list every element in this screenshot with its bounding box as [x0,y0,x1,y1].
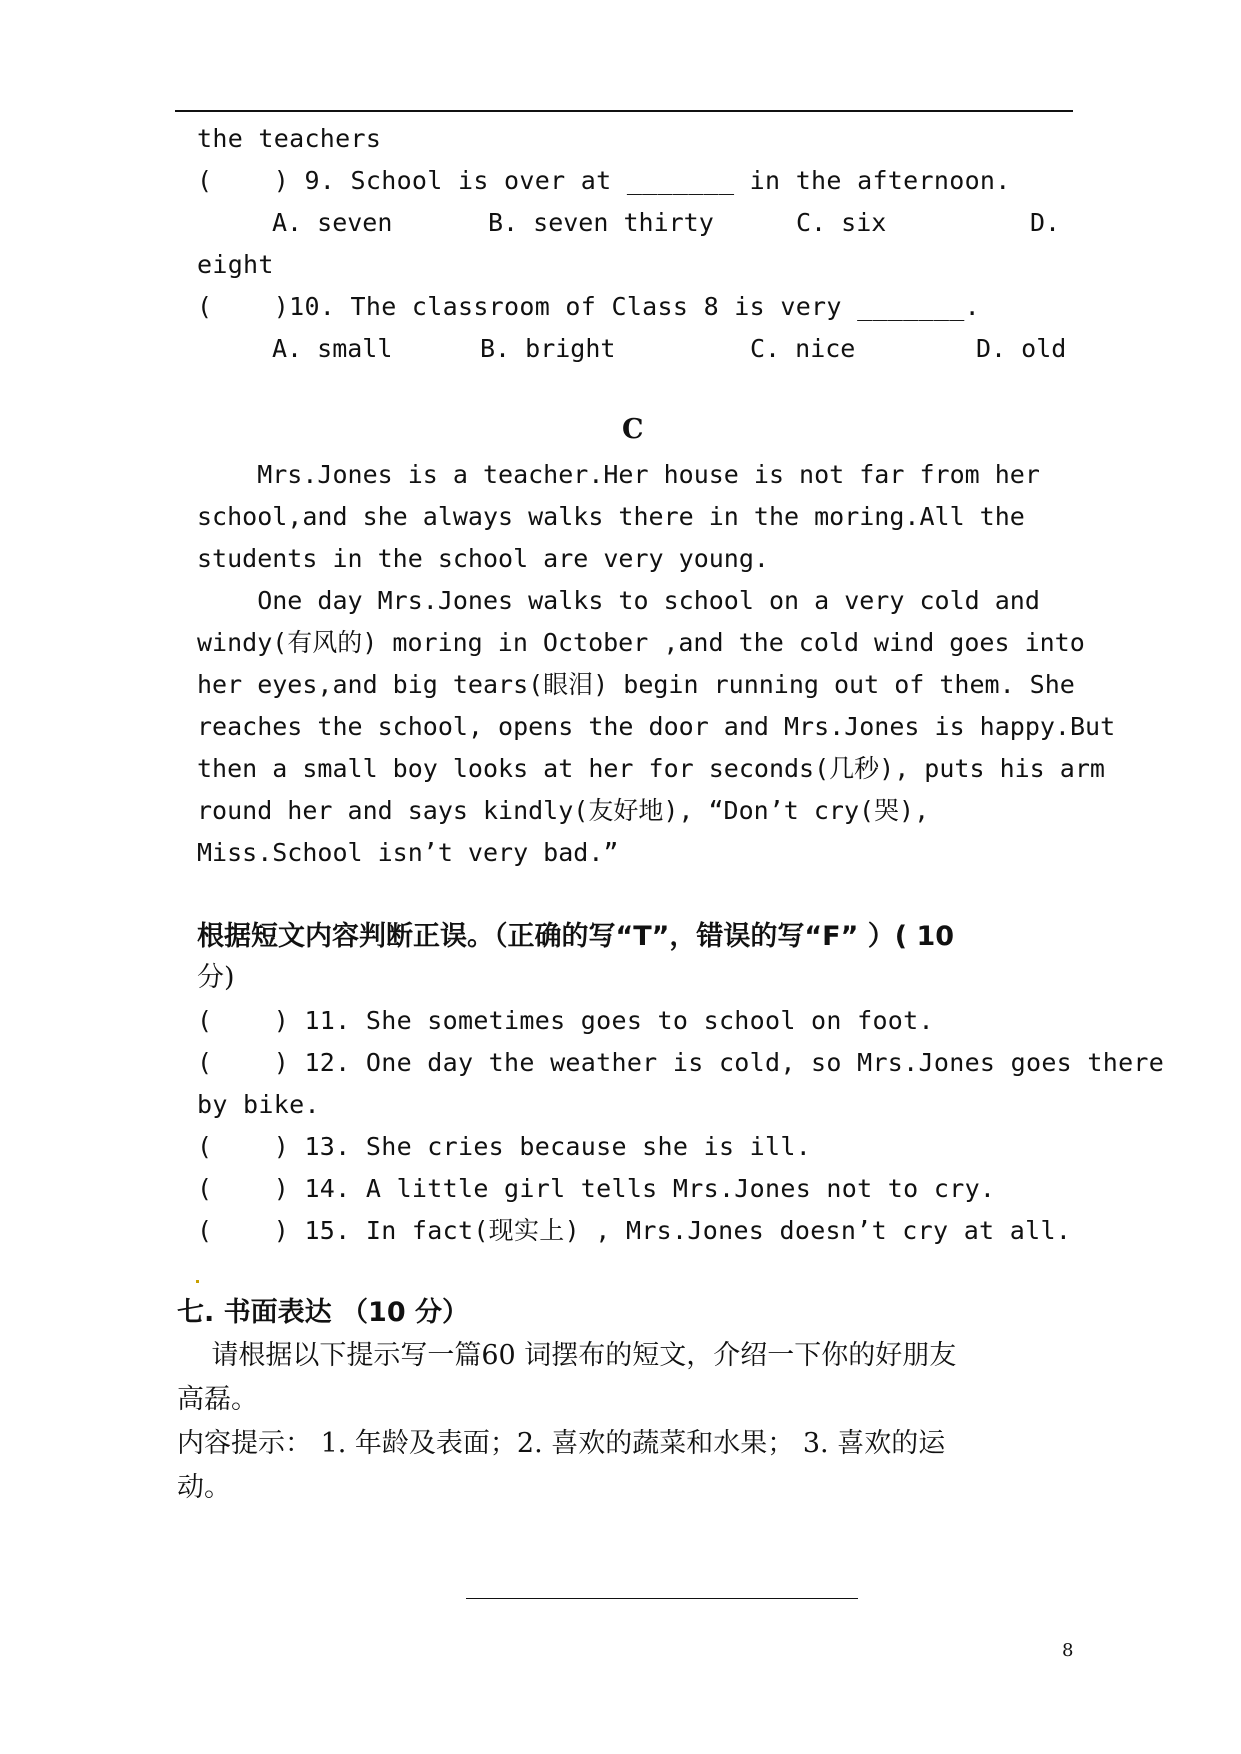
stray-mark [196,1280,199,1283]
passage-line: round her and says kindly(友好地), “Don’t cry(哭), [197,796,930,825]
writing-prompt-line: 请根据以下提示写一篇60 词摆布的短文，介绍一下你的好朋友 [177,1340,957,1371]
question-13: ( ) 13. She cries because she is ill. [197,1132,812,1161]
page-number: 8 [1062,1640,1074,1661]
question-10-option-c: C. nice [750,334,856,363]
question-9-stem: ( ) 9. School is over at _______ in the afternoon. [197,166,1011,195]
passage-paragraph-2 [197,580,1127,874]
passage-line: windy(有风的) moring in October ,and the cold wind goes into [197,628,1085,657]
question-11: ( ) 11. She sometimes goes to school on foot. [197,1006,934,1035]
question-9-option-c: C. six [796,208,887,237]
passage-line: reaches the school, opens the door and Mrs.Jones is happy.But [197,712,1116,741]
passage-line: then a small boy looks at her for seconds(几秒), puts his arm [197,754,1105,783]
passage-line: Miss.School isn’t very bad.” [197,838,619,867]
question-12-wrap: by bike. [197,1090,320,1119]
true-false-instruction-wrap: 分) [197,962,235,993]
question-10-stem: ( )10. The classroom of Class 8 is very _______. [197,292,980,321]
writing-prompt-line: 动。 [177,1472,231,1503]
writing-section-title: 七. 书面表达 （10 分） [177,1297,470,1328]
question-10-option-b: B. bright [480,334,616,363]
question-14: ( ) 14. A little girl tells Mrs.Jones not to cry. [197,1174,996,1203]
section-c-title: C [622,414,644,445]
question-9-option-d-wrap: eight [197,250,274,279]
question-9-option-a: A. seven [272,208,393,237]
writing-prompt-line: 高磊。 [177,1384,258,1415]
passage-paragraph-1 [197,454,1127,580]
question-9-option-d: D. [1030,208,1061,237]
continued-text: the teachers [197,124,382,153]
passage-line: students in the school are very young. [197,544,769,573]
answer-line [466,1598,858,1599]
question-10-option-d: D. old [976,334,1067,363]
writing-prompt-line: 内容提示： 1. 年龄及表面；2. 喜欢的蔬菜和水果； 3. 喜欢的运 [177,1428,946,1459]
true-false-instruction: 根据短文内容判断正误。（正确的写“T”，错误的写“F” ）( 10 [197,921,955,952]
passage-line: One day Mrs.Jones walks to school on a very cold and [197,586,1040,615]
question-9-option-b: B. seven thirty [488,208,714,237]
question-12: ( ) 12. One day the weather is cold, so Mrs.Jones goes there [197,1048,1165,1077]
question-10-option-a: A. small [272,334,393,363]
passage-line: Mrs.Jones is a teacher.Her house is not far from her [197,460,1040,489]
passage-line: school,and she always walks there in the moring.All the [197,502,1025,531]
passage-line: her eyes,and big tears(眼泪) begin running out of them. She [197,670,1075,699]
header-rule [175,110,1073,112]
question-15: ( ) 15. In fact(现实上) , Mrs.Jones doesn’t cry at all. [197,1216,1072,1245]
